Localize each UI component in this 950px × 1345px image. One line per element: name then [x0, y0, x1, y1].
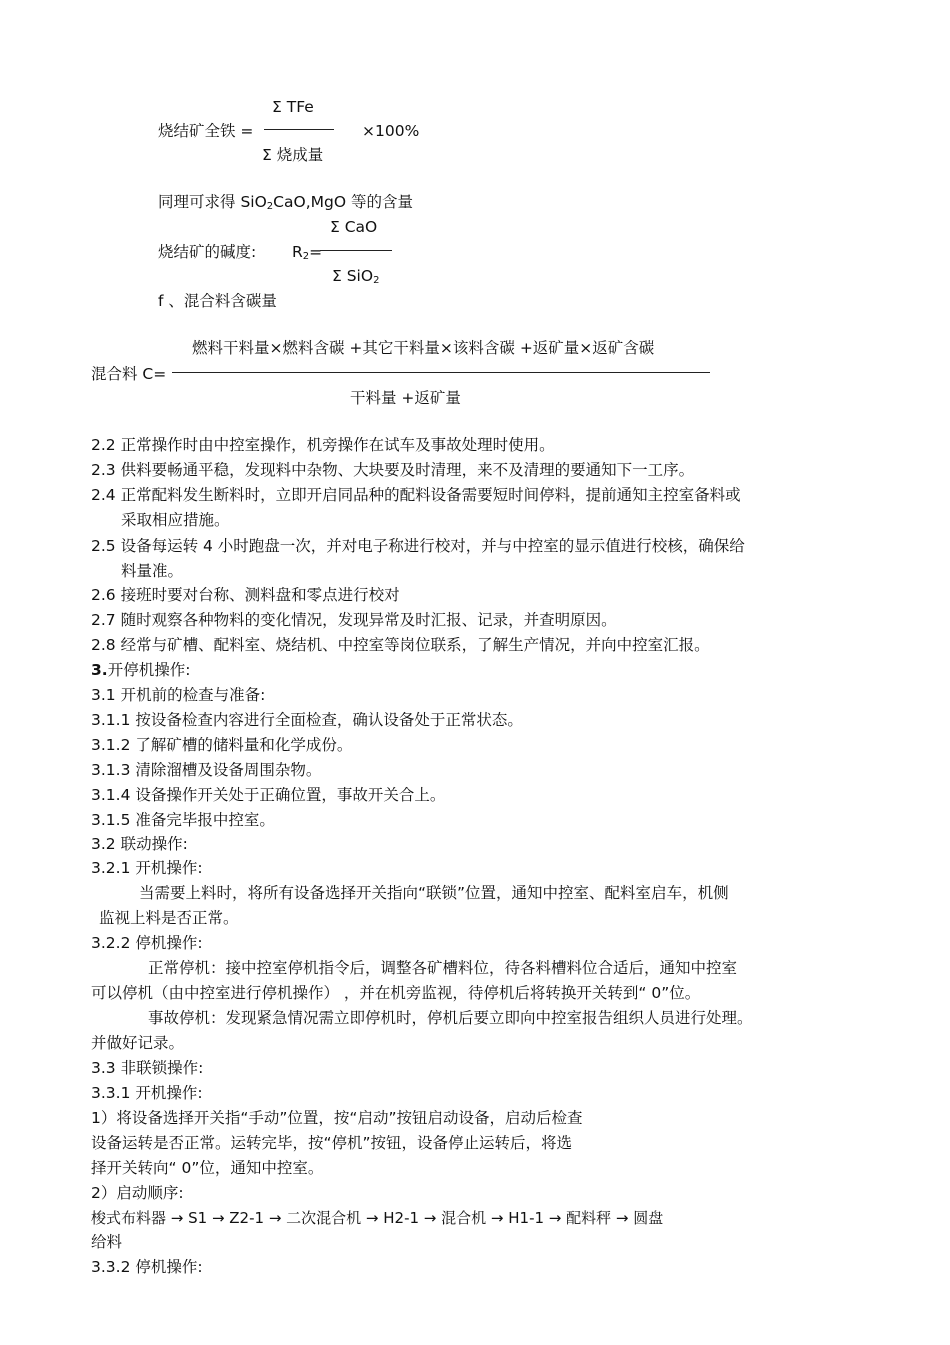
- line-2-4a: 2.4 正常配料发生断料时，立即开启同品种的配料设备需要短时间停料，提前通知主控室备料或: [91, 486, 741, 504]
- basicity-fraction-bar: [320, 250, 392, 251]
- carbon-denominator: 干料量 +返矿量: [350, 389, 461, 407]
- line-3-3-1b: 设备运转是否正常。运转完毕，按“停机”按钮，设备停止运转后，将选: [91, 1134, 573, 1152]
- fe-denominator: Σ 烧成量: [262, 146, 324, 164]
- line-3-2-2b: 可以停机（由中控室进行停机操作） ，并在机旁监视，待停机后将转换开关转到“ 0”位。: [91, 984, 701, 1002]
- line-3-1-3: 3.1.3 清除溜槽及设备周围杂物。: [91, 761, 322, 779]
- line-2-5b: 料量准。: [121, 562, 184, 580]
- line-3-2: 3.2 联动操作:: [91, 835, 188, 853]
- start-sequence-cont: 给料: [91, 1233, 123, 1251]
- line-3-3-1d: 2）启动顺序:: [91, 1184, 184, 1202]
- heading-3: 3.开停机操作:: [91, 661, 191, 679]
- basicity-label: 烧结矿的碱度:: [158, 243, 257, 261]
- line-2-6: 2.6 接班时要对台称、测料盘和零点进行校对: [91, 586, 400, 604]
- line-3-2-1a: 当需要上料时，将所有设备选择开关指向“联锁”位置，通知中控室、配料室启车，机侧: [139, 884, 729, 902]
- start-sequence: 梭式布料器 → S1 → Z2-1 → 二次混合机 → H2-1 → 混合机 → H1-1 → 配料秤 → 圆盘: [91, 1209, 664, 1227]
- carbon-label: 混合料 C=: [91, 365, 167, 383]
- line-3-1-2: 3.1.2 了解矿槽的储料量和化学成份。: [91, 736, 353, 754]
- line-3-2-2c: 事故停机：发现紧急情况需立即停机时，停机后要立即向中控室报告组织人员进行处理。: [148, 1009, 753, 1027]
- item-f: f 、混合料含碳量: [158, 292, 277, 310]
- line-3-2-2d: 并做好记录。: [91, 1034, 185, 1052]
- line-3-1-5: 3.1.5 准备完毕报中控室。: [91, 811, 275, 829]
- fe-numerator: Σ TFe: [272, 98, 314, 116]
- line-3-3-1: 3.3.1 开机操作:: [91, 1084, 203, 1102]
- line-3-2-1b: 监视上料是否正常。: [99, 909, 239, 927]
- line-3-3-1a: 1）将设备选择开关指“手动”位置，按“启动”按钮启动设备，启动后检查: [91, 1109, 583, 1127]
- carbon-fraction-bar: [172, 372, 710, 373]
- line-3-3: 3.3 非联锁操作:: [91, 1059, 204, 1077]
- similarly-line: 同理可求得 SiO$_2$CaO,MgO 等的含量: [158, 193, 413, 212]
- fe-fraction-bar: [264, 129, 334, 130]
- line-3-2-1: 3.2.1 开机操作:: [91, 859, 203, 877]
- line-2-5a: 2.5 设备每运转 4 小时跑盘一次，并对电子称进行校对，并与中控室的显示值进行校核，确保给: [91, 537, 745, 555]
- line-2-8: 2.8 经常与矿槽、配料室、烧结机、中控室等岗位联系，了解生产情况，并向中控室汇报。: [91, 636, 710, 654]
- line-3-2-2: 3.2.2 停机操作:: [91, 934, 203, 952]
- line-2-4b: 采取相应措施。: [121, 511, 230, 529]
- line-3-1-4: 3.1.4 设备操作开关处于正确位置，事故开关合上。: [91, 786, 446, 804]
- line-3-3-1c: 择开关转向“ 0”位，通知中控室。: [91, 1159, 324, 1177]
- carbon-numerator: 燃料干料量×燃料含碳 +其它干料量×该料含碳 +返矿量×返矿含碳: [192, 339, 655, 357]
- basicity-denominator: Σ SiO$_2$: [332, 267, 380, 286]
- line-2-7: 2.7 随时观察各种物料的变化情况，发现异常及时汇报、记录，并查明原因。: [91, 611, 617, 629]
- line-3-1: 3.1 开机前的检查与准备:: [91, 686, 266, 704]
- line-3-1-1: 3.1.1 按设备检查内容进行全面检查，确认设备处于正常状态。: [91, 711, 523, 729]
- line-2-3: 2.3 供料要畅通平稳，发现料中杂物、大块要及时清理，来不及清理的要通知下一工序。: [91, 461, 695, 479]
- line-3-3-2: 3.3.2 停机操作:: [91, 1258, 203, 1276]
- fe-label: 烧结矿全铁 =: [158, 122, 254, 140]
- line-2-2: 2.2 正常操作时由中控室操作，机旁操作在试车及事故处理时使用。: [91, 436, 555, 454]
- fe-multiplier: ×100%: [362, 122, 420, 140]
- line-3-2-2a: 正常停机：接中控室停机指令后，调整各矿槽料位，待各料槽料位合适后，通知中控室: [148, 959, 738, 977]
- basicity-numerator: Σ CaO: [330, 218, 378, 236]
- basicity-r: $R_2=$: [292, 243, 323, 262]
